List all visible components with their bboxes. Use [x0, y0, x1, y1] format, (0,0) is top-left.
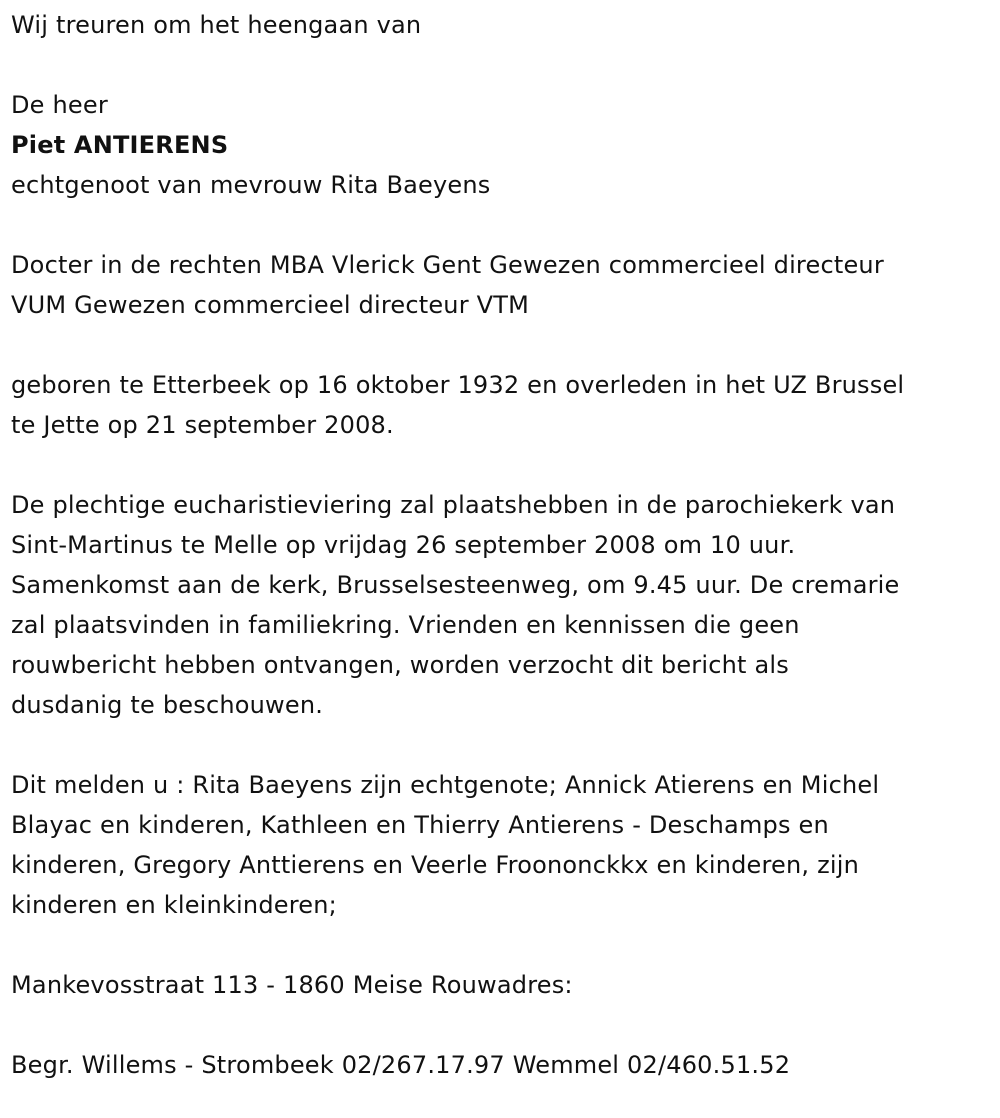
ceremony-line: rouwbericht hebben ontvangen, worden verzocht dit bericht als	[11, 651, 789, 679]
obituary-notice	[11, 0, 986, 1085]
family-line: kinderen en kleinkinderen;	[11, 891, 337, 919]
address-line: Mankevosstraat 113 - 1860 Meise Rouwadres:	[11, 971, 573, 999]
intro-text: Wij treuren om het heengaan van	[11, 11, 422, 39]
spacer	[11, 1005, 986, 1045]
birth-death-paragraph	[11, 365, 986, 445]
titles-paragraph	[11, 245, 986, 325]
deceased-name: Piet ANTIERENS	[11, 131, 229, 159]
ceremony-line: zal plaatsvinden in familiekring. Vrienden en kennissen die geen	[11, 611, 800, 639]
family-line: Blayac en kinderen, Kathleen en Thierry Antierens - Deschamps en	[11, 811, 829, 839]
birth-death-line: geboren te Etterbeek op 16 oktober 1932 en overleden in het UZ Brussel	[11, 371, 905, 399]
ceremony-line: Sint-Martinus te Melle op vrijdag 26 september 2008 om 10 uur.	[11, 531, 796, 559]
spacer	[11, 205, 986, 245]
spacer	[11, 325, 986, 365]
spacer	[11, 45, 986, 85]
ceremony-paragraph	[11, 485, 986, 725]
titles-line: VUM Gewezen commercieel directeur VTM	[11, 291, 529, 319]
salutation: De heer	[11, 91, 108, 119]
spacer	[11, 925, 986, 965]
family-paragraph	[11, 765, 986, 925]
ceremony-line: dusdanig te beschouwen.	[11, 691, 324, 719]
titles-line: Docter in de rechten MBA Vlerick Gent Gewezen commercieel directeur	[11, 251, 884, 279]
birth-death-line: te Jette op 21 september 2008.	[11, 411, 394, 439]
family-line: kinderen, Gregory Anttierens en Veerle Froononckkx en kinderen, zijn	[11, 851, 860, 879]
undertaker-line: Begr. Willems - Strombeek 02/267.17.97 Wemmel 02/460.51.52	[11, 1051, 791, 1079]
family-line: Dit melden u : Rita Baeyens zijn echtgenote; Annick Atierens en Michel	[11, 771, 880, 799]
spacer	[11, 725, 986, 765]
ceremony-line: De plechtige eucharistieviering zal plaatshebben in de parochiekerk van	[11, 491, 896, 519]
ceremony-line: Samenkomst aan de kerk, Brusselsesteenweg, om 9.45 uur. De cremarie	[11, 571, 900, 599]
spacer	[11, 445, 986, 485]
spouse-line: echtgenoot van mevrouw Rita Baeyens	[11, 171, 491, 199]
